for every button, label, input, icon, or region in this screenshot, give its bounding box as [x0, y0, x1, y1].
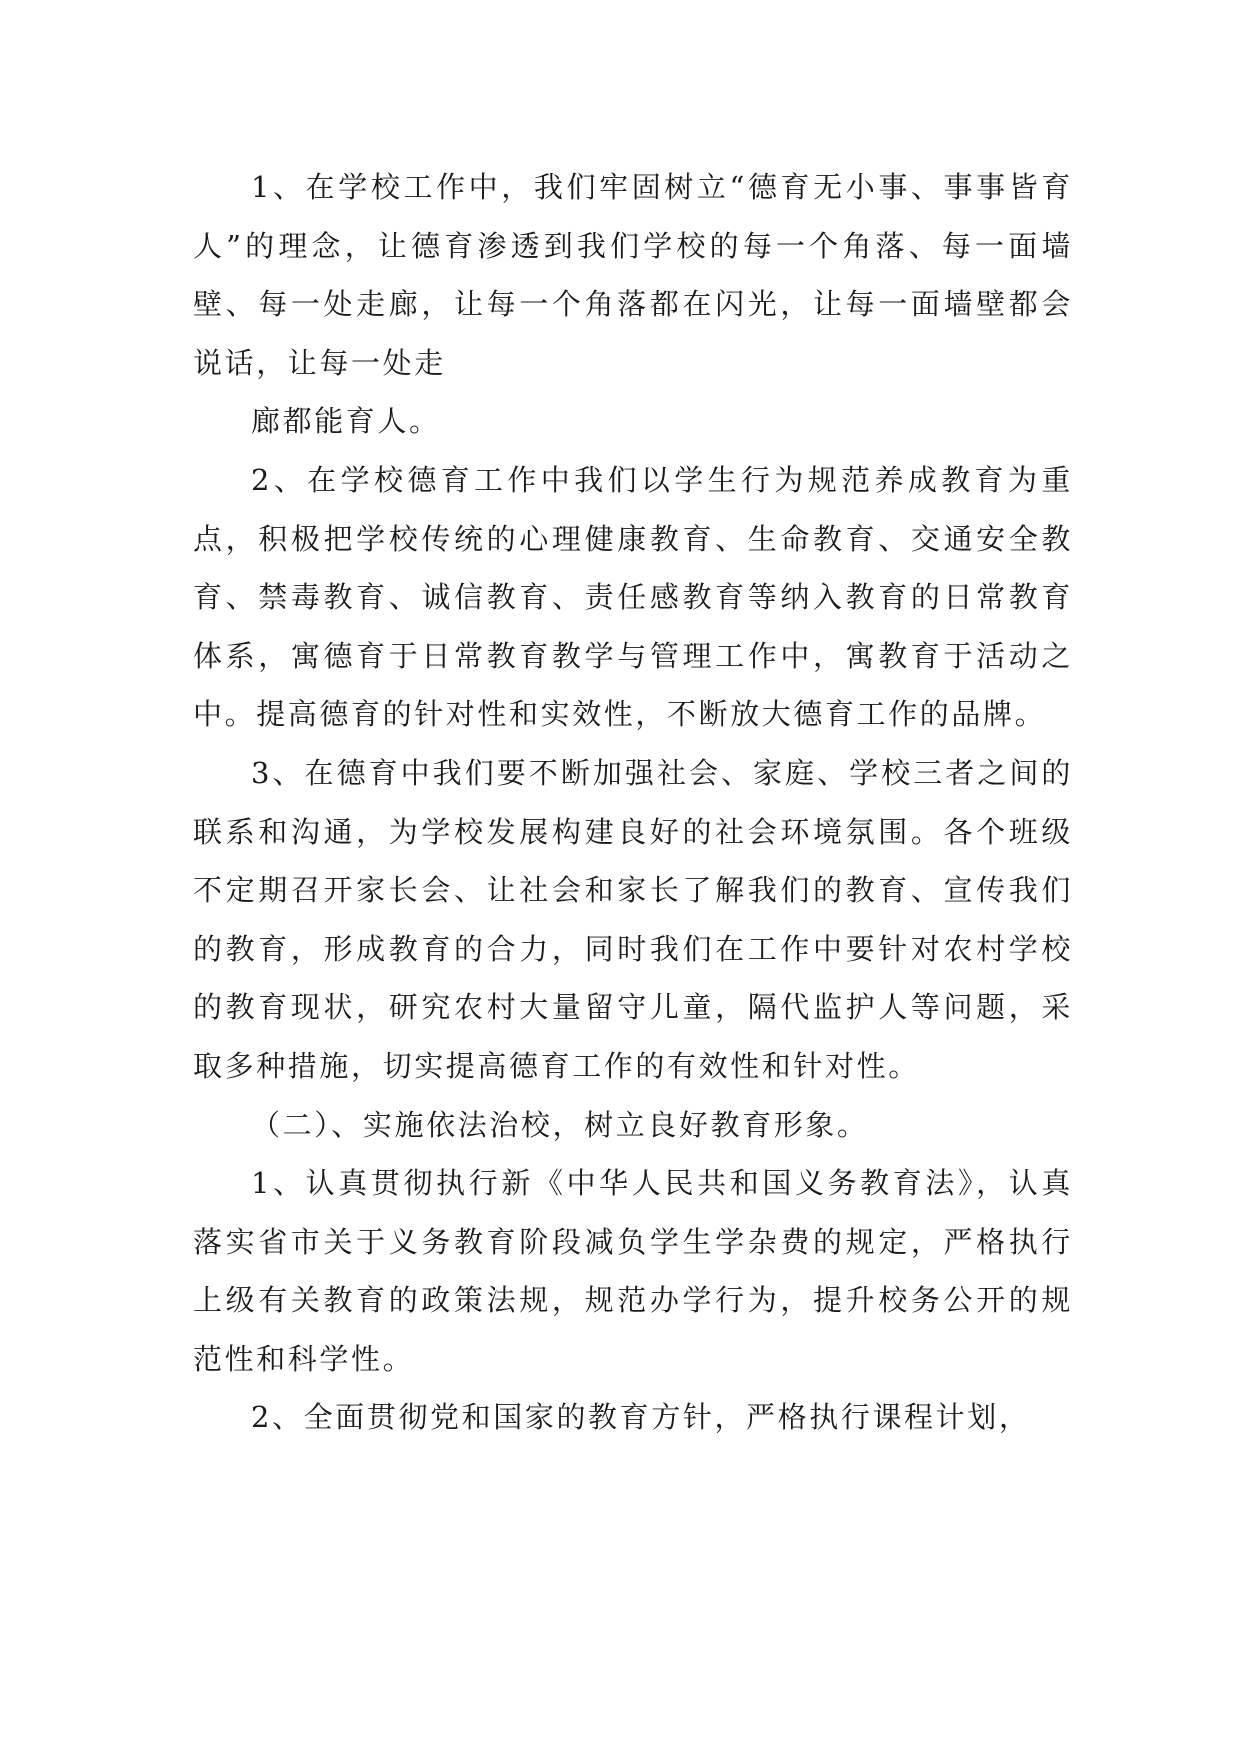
paragraph-rule-of-law-2: 2、全面贯彻党和国家的教育方针，严格执行课程计划，	[251, 1400, 1031, 1435]
document-body	[193, 158, 1073, 1447]
paragraph-moral-education-1-continued: 廊都能育人。	[251, 404, 441, 439]
paragraph-moral-education-3: 3、在德育中我们要不断加强社会、家庭、学校三者之间的联系和沟通，为学校发展构建良好的社会环境氛围。各个班级不定期召开家长会、让社会和家长了解我们的教育、宣传我们的教育，形成教育的合力，同时我们在工作中要针对农村学校的教育现状，研究农村大量留守儿童，隔代监护人等问题，采取多种措施，切实提高德育工作的有效性和针对性。	[193, 755, 1073, 1083]
paragraph-rule-of-law-1: 1、认真贯彻执行新《中华人民共和国义务教育法》，认真落实省市关于义务教育阶段减负学生学杂费的规定，严格执行上级有关教育的政策法规，规范办学行为，提升校务公开的规范性和科学性。	[193, 1166, 1073, 1376]
paragraph-moral-education-1: 1、在学校工作中，我们牢固树立“德育无小事、事事皆育人”的理念，让德育渗透到我们学校的每一个角落、每一面墙壁、每一处走廊，让每一个角落都在闪光，让每一面墙壁都会说话，让每一处走	[193, 170, 1073, 380]
paragraph-moral-education-2: 2、在学校德育工作中我们以学生行为规范养成教育为重点，积极把学校传统的心理健康教育、生命教育、交通安全教育、禁毒教育、诚信教育、责任感教育等纳入教育的日常教育体系，寓德育于日常教育教学与管理工作中，寓教育于活动之中。提高德育的针对性和实效性，不断放大德育工作的品牌。	[193, 462, 1073, 732]
section-heading-rule-of-law: （二）、实施依法治校，树立良好教育形象。	[251, 1107, 869, 1142]
